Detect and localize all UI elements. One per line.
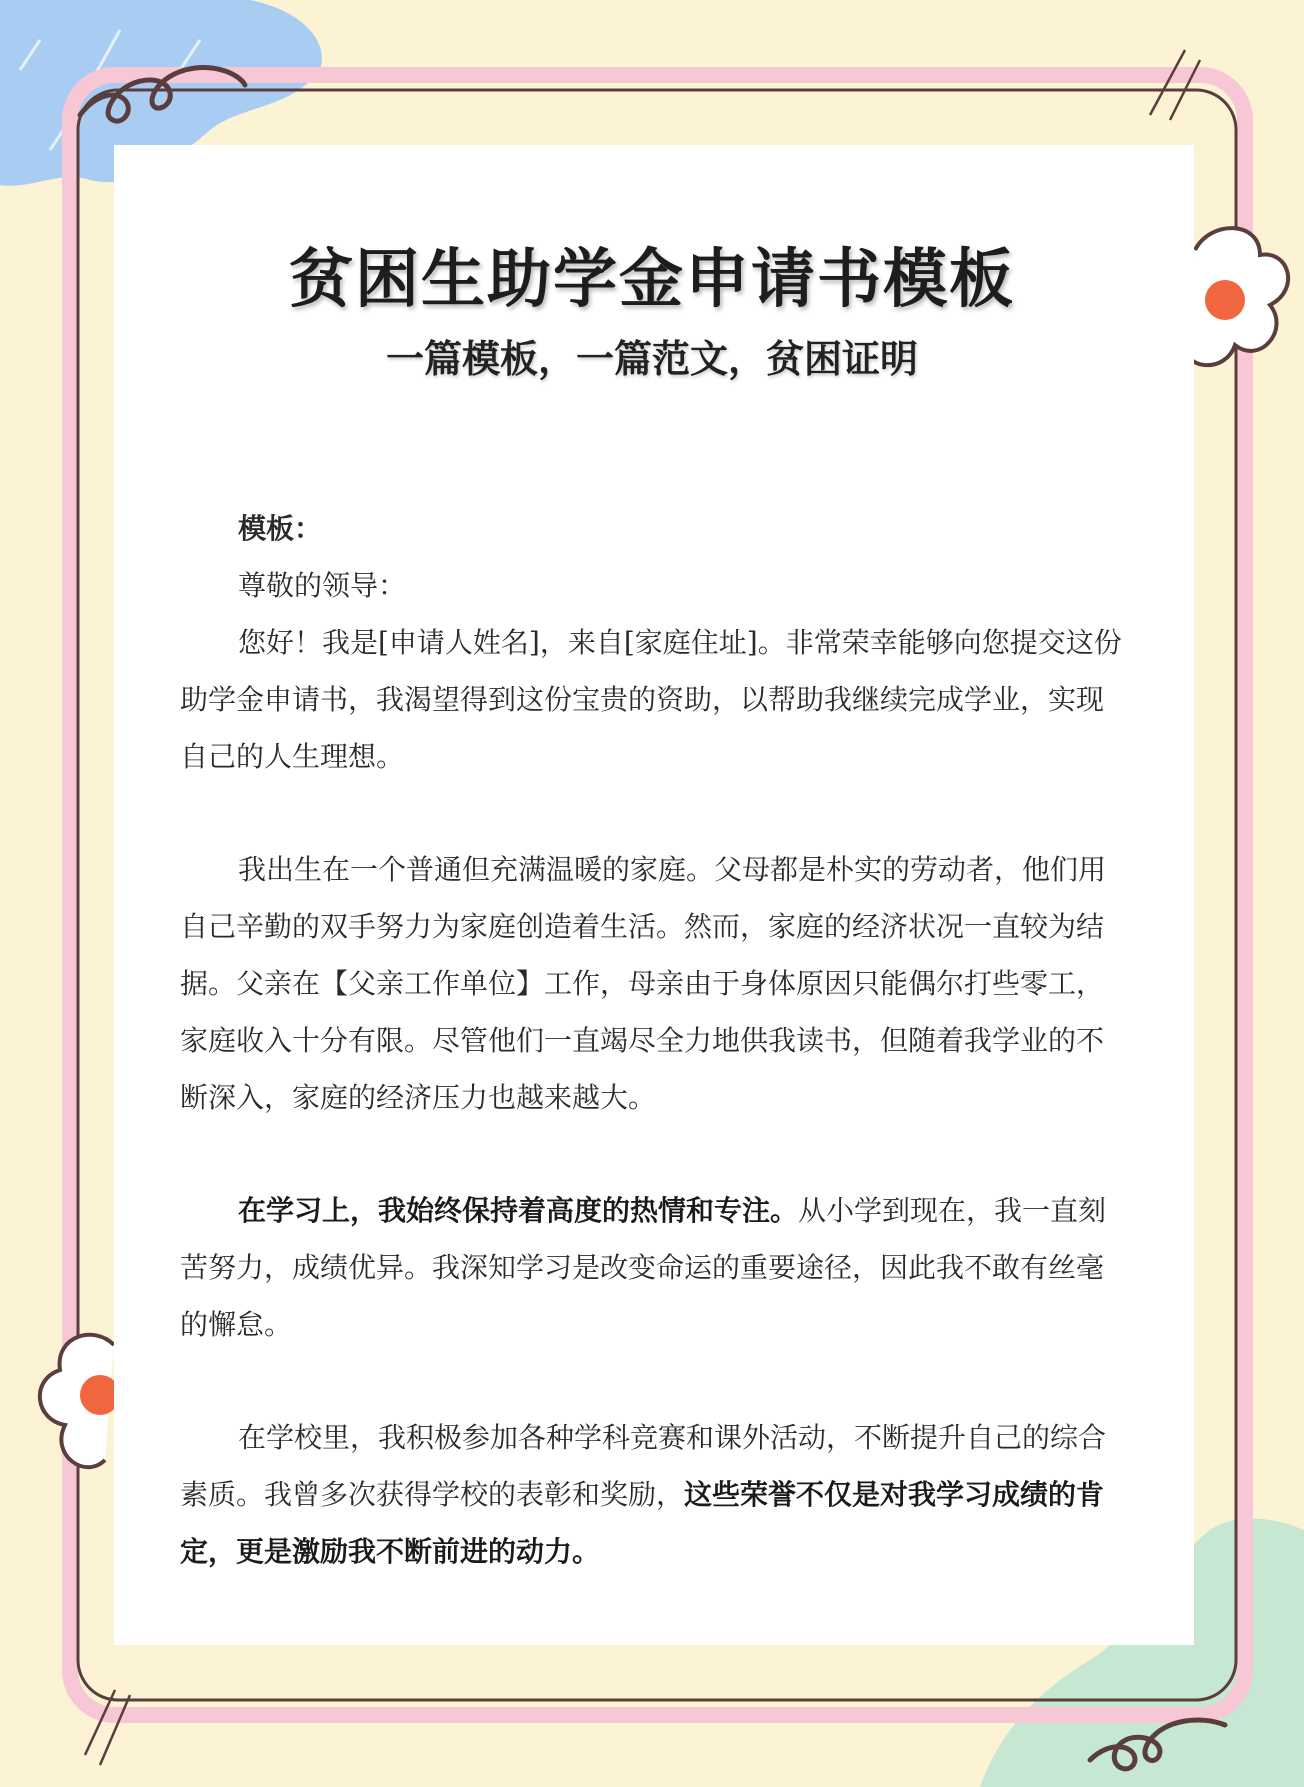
- flower-icon: [40, 1335, 120, 1467]
- paragraph-study-rest: 从小学到现在，我一直刻苦努力，成绩优异。我深知学习是改变命运的重要途径，因此我不敢有丝毫的懈怠。: [180, 1194, 1107, 1341]
- paragraph-school-normal: 在学校里，我积极参加各种学科竞赛和课外活动，不断提升自己的综合素质。我曾多次获得学校的表彰和奖励，: [180, 1421, 1107, 1511]
- paragraph-study: [180, 1182, 1130, 1353]
- paragraph-school-bold: 这些荣誉不仅是对我学习成绩的肯定，更是激励我不断前进的动力。: [180, 1478, 1105, 1568]
- paragraph-intro: 您好！我是[申请人姓名]，来自[家庭住址]。非常荣幸能够向您提交这份助学金申请书，我渴望得到这份宝贵的资助，以帮助我继续完成学业，实现自己的人生理想。: [180, 626, 1122, 773]
- salutation: 尊敬的领导：: [238, 569, 407, 602]
- document-body: [180, 500, 1130, 1580]
- template-label: 模板：: [238, 512, 323, 545]
- paragraph-study-bold: 在学习上，我始终保持着高度的热情和专注。: [238, 1194, 799, 1227]
- paragraph-family: 我出生在一个普通但充满温暖的家庭。父母都是朴实的劳动者，他们用自己辛勤的双手努力为家庭创造着生活。然而，家庭的经济状况一直较为结据。父亲在【父亲工作单位】工作，母亲由于身体原因只能偶尔打些零工，家庭收入十分有限。尽管他们一直竭尽全力地供我读书，但随着我学业的不断深入，家庭的经济压力也越来越大。: [180, 853, 1107, 1114]
- paragraph-school: [180, 1409, 1130, 1580]
- document-subtitle: 一篇模板，一篇范文，贫困证明: [385, 336, 918, 381]
- document-title: 贫困生助学金申请书模板: [289, 243, 1015, 317]
